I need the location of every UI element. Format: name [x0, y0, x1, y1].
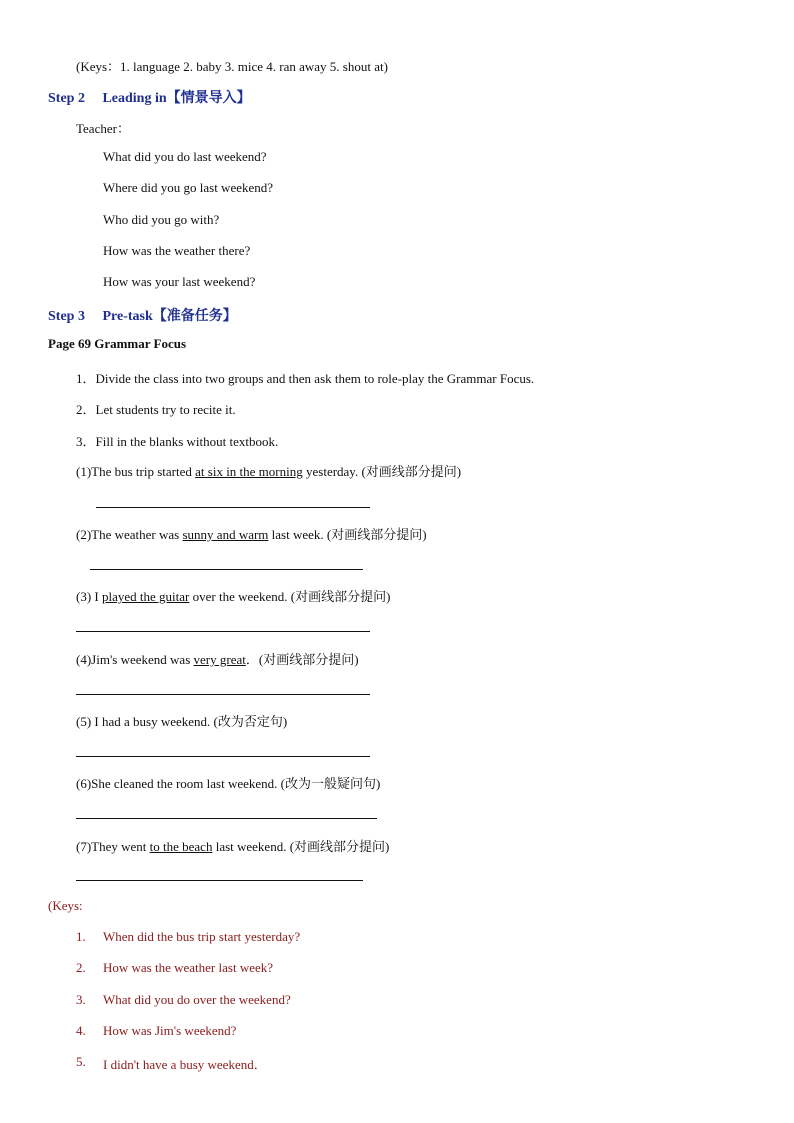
underlined-phrase: very great: [193, 652, 246, 667]
step3-heading: Step 3 Pre-task【准备任务】: [48, 309, 237, 324]
underlined-phrase: played the guitar: [102, 589, 190, 604]
key-number: 3.: [76, 992, 86, 1007]
instruction-item: 2．Let students try to recite it.: [76, 402, 236, 417]
exercise-4: (4)Jim's weekend was very great．(对画线部分提问): [76, 652, 359, 667]
key-number: 4.: [76, 1023, 86, 1038]
answer-line-1[interactable]: [96, 507, 370, 508]
underlined-phrase: to the beach: [149, 839, 213, 854]
key-number: 2.: [76, 960, 86, 975]
page-heading: Page 69 Grammar Focus: [48, 336, 187, 351]
key-answer: I didn't have a busy weekend．: [103, 1057, 267, 1072]
exercise-3: (3) I played the guitar over the weekend. (对画线部分提问): [76, 589, 391, 604]
key-number: 1.: [76, 929, 86, 944]
question-item: How was the weather there?: [103, 243, 251, 258]
exercise-1: (1)The bus trip started at six in the morning yesterday. (对画线部分提问): [76, 464, 462, 479]
question-item: What did you do last weekend?: [103, 149, 267, 164]
answer-line-6[interactable]: [76, 818, 377, 819]
key-answer: What did you do over the weekend?: [103, 992, 291, 1007]
key-answer: How was the weather last week?: [103, 960, 274, 975]
exercise-2: (2)The weather was sunny and warm last week. (对画线部分提问): [76, 527, 427, 542]
answer-line-5[interactable]: [76, 756, 370, 757]
instruction-item: 3．Fill in the blanks without textbook.: [76, 434, 279, 449]
answer-line-4[interactable]: [76, 694, 370, 695]
underlined-phrase: sunny and warm: [182, 527, 269, 542]
answer-line-3[interactable]: [76, 631, 370, 632]
exercise-6: (6)She cleaned the room last weekend. (改为一般疑问句): [76, 776, 381, 791]
question-item: Where did you go last weekend?: [103, 180, 274, 195]
underlined-phrase: at six in the morning: [195, 464, 303, 479]
question-item: Who did you go with?: [103, 212, 220, 227]
key-answer: How was Jim's weekend?: [103, 1023, 237, 1038]
instruction-item: 1．Divide the class into two groups and then ask them to role-play the Grammar Focus.: [76, 371, 535, 386]
answer-line-7[interactable]: [76, 880, 363, 881]
top-keys-line: (Keys：1. language 2. baby 3. mice 4. ran away 5. shout at): [76, 59, 388, 74]
answer-line-2[interactable]: [90, 569, 363, 570]
keys-label: (Keys:: [48, 898, 83, 913]
question-item: How was your last weekend?: [103, 274, 256, 289]
exercise-7: (7)They went to the beach last weekend. (对画线部分提问): [76, 839, 390, 854]
key-answer: When did the bus trip start yesterday?: [103, 929, 301, 944]
key-number: 5.: [76, 1054, 86, 1069]
exercise-5: (5) I had a busy weekend. (改为否定句): [76, 714, 288, 729]
teacher-label: Teacher：: [76, 121, 130, 136]
step2-heading: Step 2 Leading in【情景导入】: [48, 91, 251, 106]
